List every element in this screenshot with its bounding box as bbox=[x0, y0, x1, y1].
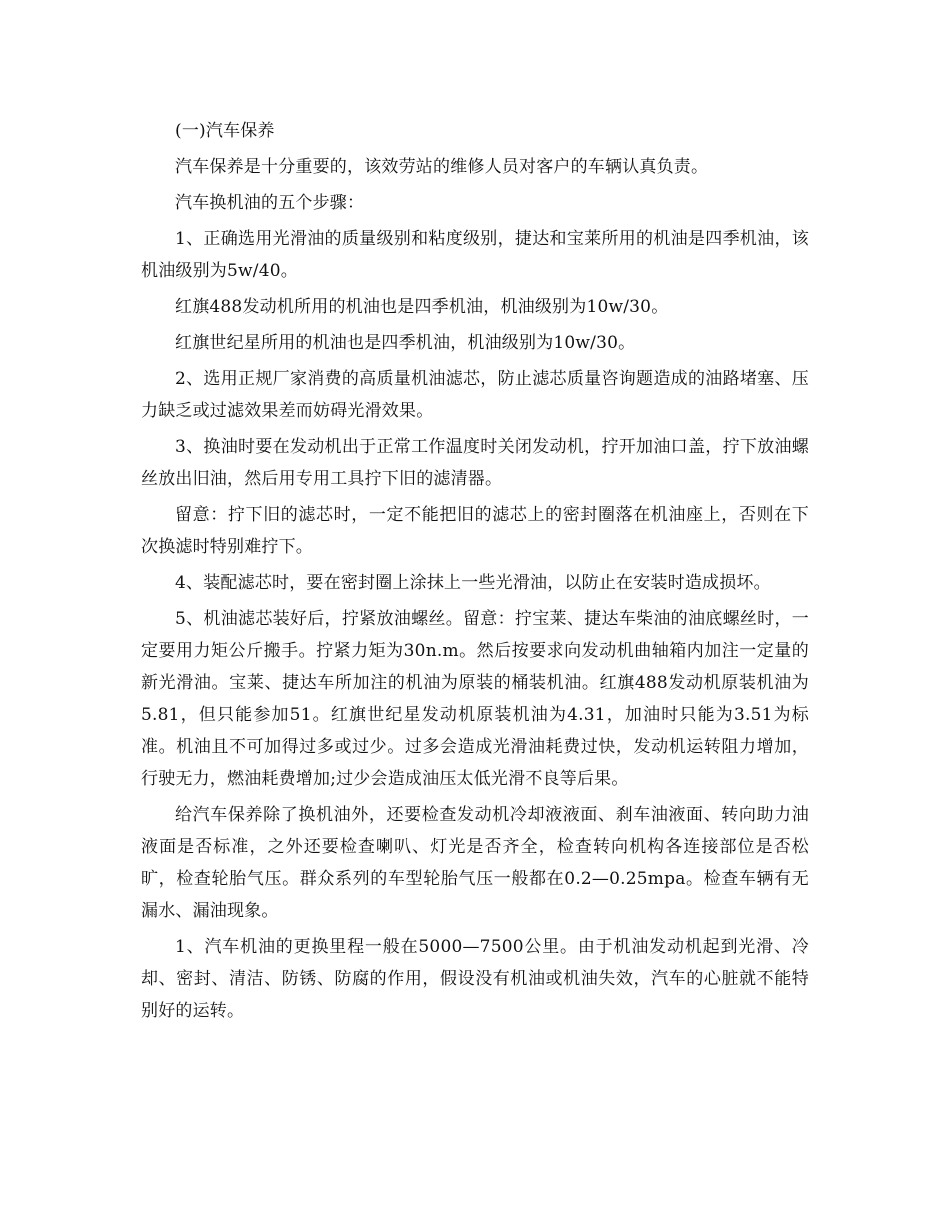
document-body bbox=[141, 115, 809, 1031]
paragraph-step-3: 3、换油时要在发动机出于正常工作温度时关闭发动机，拧开加油口盖，拧下放油螺丝放出旧油，然后用专用工具拧下旧的滤清器。 bbox=[141, 437, 809, 489]
paragraph-steps-title: 汽车换机油的五个步骤： bbox=[175, 193, 365, 213]
paragraph-oil-change-interval: 1、汽车机油的更换里程一般在5000—7500公里。由于机油发动机起到光滑、冷却、密封、清洁、防锈、防腐的作用，假设没有机油或机油失效，汽车的心脏就不能特别好的运转。 bbox=[141, 937, 809, 1021]
paragraph-step-5: 5、机油滤芯装好后，拧紧放油螺丝。留意：拧宝莱、捷达车柴油的油底螺丝时，一定要用力矩公斤搬手。拧紧力矩为30n.m。然后按要求向发动机曲轴箱内加注一定量的新光滑油。宝莱、捷达车所加注的机油为原装的桶装机油。红旗488发动机原装机油为5.81，但只能参加51。红旗世纪星发动机原装机油为4.31，加油时只能为3.51为标准。机油且不可加得过多或过少。过多会造成光滑油耗费过快，发动机运转阻力增加，行驶无力，燃油耗费增加;过少会造成油压太低光滑不良等后果。 bbox=[141, 609, 809, 789]
paragraph-step-4: 4、装配滤芯时，要在密封圈上涂抹上一些光滑油，以防止在安装时造成损坏。 bbox=[175, 573, 771, 593]
paragraph-caution: 留意：拧下旧的滤芯时，一定不能把旧的滤芯上的密封圈落在机油座上，否则在下次换滤时特别难拧下。 bbox=[141, 505, 809, 557]
paragraph-importance: 汽车保养是十分重要的，该效劳站的维修人员对客户的车辆认真负责。 bbox=[175, 157, 709, 177]
section-heading: (一)汽车保养 bbox=[175, 121, 275, 141]
paragraph-step-1: 1、正确选用光滑油的质量级别和粘度级别，捷达和宝莱所用的机油是四季机油，该机油级别为5w/40。 bbox=[141, 229, 809, 281]
paragraph-hongqi-century-star: 红旗世纪星所用的机油也是四季机油，机油级别为10w/30。 bbox=[175, 333, 636, 353]
paragraph-other-checks: 给汽车保养除了换机油外，还要检查发动机冷却液液面、刹车油液面、转向助力油液面是否标准，之外还要检查喇叭、灯光是否齐全，检查转向机构各连接部位是否松旷，检查轮胎气压。群众系列的车型轮胎气压一般都在0.2—0.25mpa。检查车辆有无漏水、漏油现象。 bbox=[141, 805, 809, 921]
paragraph-step-2: 2、选用正规厂家消费的高质量机油滤芯，防止滤芯质量咨询题造成的油路堵塞、压力缺乏或过滤效果差而妨碍光滑效果。 bbox=[141, 369, 809, 421]
paragraph-hongqi-488: 红旗488发动机所用的机油也是四季机油，机油级别为10w/30。 bbox=[175, 297, 669, 317]
